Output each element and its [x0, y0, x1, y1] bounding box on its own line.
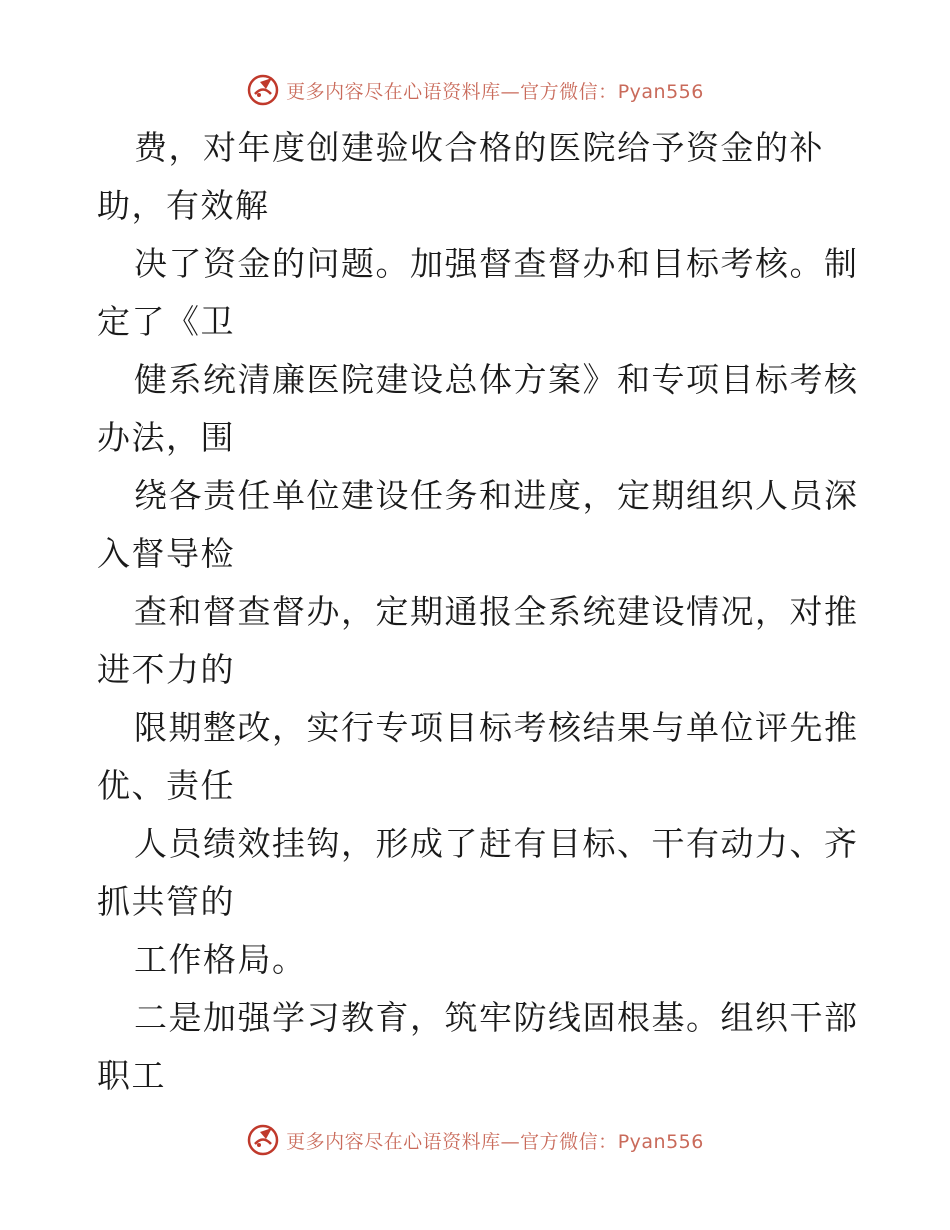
- body-line: 人员绩效挂钩，形成了赶有目标、干有动力、齐: [134, 824, 859, 863]
- body-line: 定了《卫: [97, 302, 235, 341]
- footer-watermark-banner: [0, 1120, 950, 1160]
- body-line: 职工: [97, 1056, 166, 1095]
- body-line: 入督导检: [97, 534, 235, 573]
- body-line: 费，对年度创建验收合格的医院给予资金的补: [134, 128, 824, 167]
- body-line: 限期整改，实行专项目标考核结果与单位评先推: [134, 708, 859, 747]
- body-line: 二是加强学习教育，筑牢防线固根基。组织干部: [134, 998, 859, 1037]
- body-line: 助，有效解: [97, 186, 270, 225]
- book-quill-icon: [246, 1123, 280, 1157]
- header-watermark-banner: [0, 70, 950, 110]
- body-line: 优、责任: [97, 766, 235, 805]
- banner-text: 更多内容尽在心语资料库—官方微信：Pyan556: [286, 1130, 704, 1153]
- banner-text: 更多内容尽在心语资料库—官方微信：Pyan556: [286, 80, 704, 103]
- body-line: 抓共管的: [97, 882, 235, 921]
- body-line: 进不力的: [97, 650, 235, 689]
- book-quill-icon: [246, 73, 280, 107]
- body-line: 办法，围: [97, 418, 235, 457]
- body-line: 工作格局。: [134, 940, 307, 979]
- body-line: 绕各责任单位建设任务和进度，定期组织人员深: [134, 476, 859, 515]
- body-line: 查和督查督办，定期通报全系统建设情况，对推: [134, 592, 859, 631]
- body-line: 健系统清廉医院建设总体方案》和专项目标考核: [134, 360, 859, 399]
- body-line: 决了资金的问题。加强督查督办和目标考核。制: [134, 244, 859, 283]
